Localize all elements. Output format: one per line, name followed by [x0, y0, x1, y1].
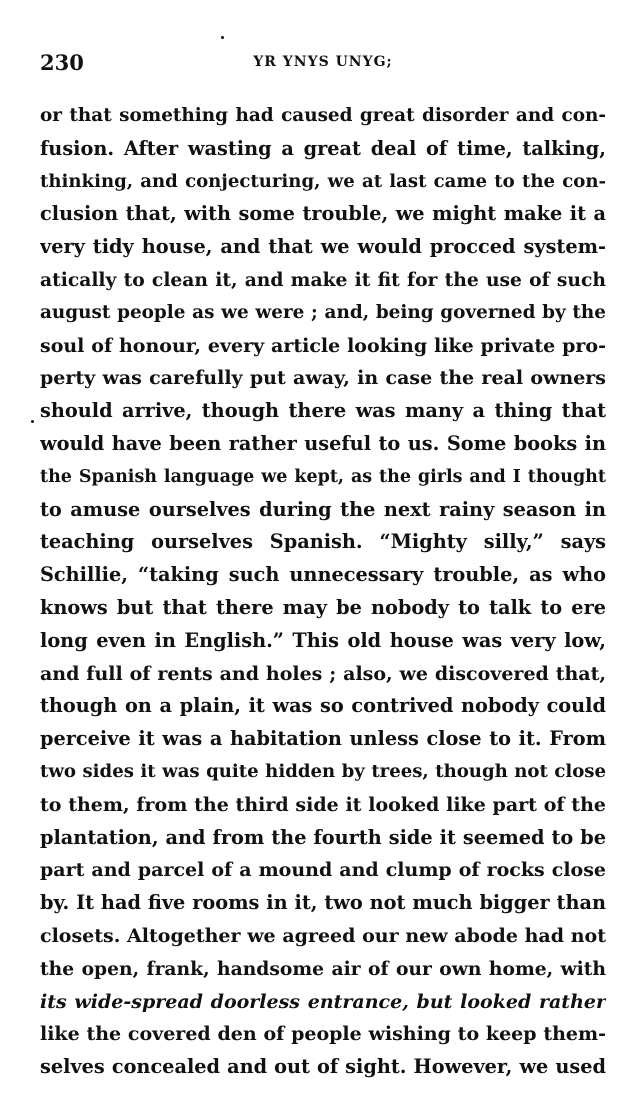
text-line: fusion. After wasting a great deal of time, talking, [40, 136, 606, 160]
text-line: two sides it was quite hidden by trees, though not close [40, 760, 606, 782]
text-line: atically to clean it, and make it fit for the use of such [40, 268, 606, 291]
text-line: very tidy house, and that we would procced system- [40, 235, 606, 259]
page-header [40, 50, 606, 80]
text-line: Schillie, “taking such unnecessary trouble, as who [40, 563, 606, 587]
ink-speck [221, 36, 224, 39]
text-line: long even in English.” This old house was very low, [40, 628, 606, 652]
text-line: knows but that there may be nobody to talk to ere [40, 595, 606, 619]
text-line: or that something had caused great disorder and con- [40, 105, 606, 126]
text-line: the open, frank, handsome air of our own home, with [40, 957, 606, 980]
body-text [40, 100, 606, 1084]
text-line: plantation, and from the fourth side it seemed to be [40, 825, 606, 849]
text-line: thinking, and conjecturing, we at last came to the con- [40, 170, 606, 192]
text-line: would have been rather useful to us. Some books in [40, 431, 606, 455]
text-line: part and parcel of a mound and clump of rocks close [40, 859, 606, 882]
text-line: though on a plain, it was so contrived nobody could [40, 694, 606, 718]
text-line: the Spanish language we kept, as the girls and I thought [40, 466, 606, 487]
ink-speck [31, 420, 34, 423]
text-line: like the covered den of people wishing to keep them- [40, 1023, 606, 1046]
text-line: perceive it was a habitation unless close to it. From [40, 727, 606, 751]
text-line: august people as we were ; and, being governed by the [40, 301, 606, 323]
text-line: clusion that, with some trouble, we might make it a [40, 202, 606, 226]
page-number: 230 [40, 50, 84, 75]
text-line: its wide-spread doorless entrance, but looked rather [40, 990, 606, 1013]
text-line: perty was carefully put away, in case the real owners [40, 367, 606, 390]
text-line: by. It had five rooms in it, two not much bigger than [40, 891, 606, 915]
text-line: closets. Altogether we agreed our new abode had not [40, 924, 606, 947]
text-line: teaching ourselves Spanish. “Mighty silly,” says [40, 530, 606, 554]
text-line: should arrive, though there was many a thing that [40, 399, 606, 423]
text-line: and full of rents and holes ; also, we discovered that, [40, 662, 606, 685]
text-line: to amuse ourselves during the next rainy season in [40, 497, 606, 521]
text-line: to them, from the third side it looked like part of the [40, 793, 606, 816]
text-line: selves concealed and out of sight. However, we used [40, 1055, 606, 1079]
text-line: soul of honour, every article looking like private pro- [40, 334, 606, 357]
running-head: YR YNYS UNYG; [253, 54, 393, 70]
